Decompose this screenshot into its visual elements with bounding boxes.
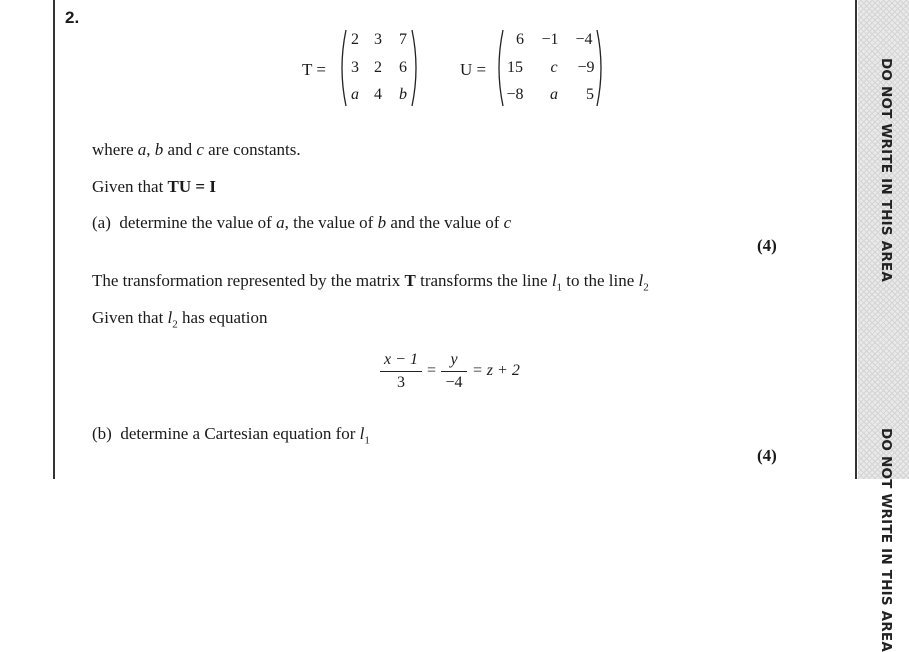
matrix-t-label: T = xyxy=(302,60,326,79)
equation-fraction-1: x − 1 3 xyxy=(380,351,422,392)
part-a-line: (a) determine the value of a, the value of b and the value of c xyxy=(92,213,512,232)
matrix-u-cell: a xyxy=(550,86,558,103)
constants-line: where a, b and c are constants. xyxy=(92,140,301,159)
matrix-t-cell: 2 xyxy=(374,59,382,76)
equation-equals: = xyxy=(427,362,437,379)
matrix-u-cell: −9 xyxy=(577,59,595,76)
matrix-t-cell: 6 xyxy=(399,59,407,76)
part-b-line: (b) determine a Cartesian equation for $l_1$ xyxy=(92,424,370,447)
equation-rhs: = z + 2 xyxy=(472,362,520,379)
right-margin-line xyxy=(855,0,857,479)
matrix-u-cell: −4 xyxy=(575,31,593,48)
matrix-t xyxy=(337,28,421,108)
equation-fraction-2: y −4 xyxy=(441,351,467,392)
matrix-t-cell: a xyxy=(351,86,359,103)
given-l2-line: Given that $l_2$ has equation xyxy=(92,308,268,331)
matrix-u-cell: c xyxy=(550,59,558,76)
margin-warning-text: DO NOT WRITE IN THIS AREA xyxy=(878,58,894,282)
matrix-u-cell: 15 xyxy=(507,59,523,76)
left-margin-line xyxy=(53,0,55,479)
matrix-u-cell: −8 xyxy=(506,86,524,103)
transform-line: The transformation represented by the matrix T transforms the line $l_1$ to the line $l_2$ xyxy=(92,271,649,294)
matrix-t-cell: 3 xyxy=(374,31,382,48)
question-number: 2. xyxy=(65,8,80,27)
matrix-t-cell: b xyxy=(399,86,407,103)
mark-part-b: (4) xyxy=(757,446,777,465)
matrix-u-label: U = xyxy=(460,60,487,79)
matrix-t-cell: 4 xyxy=(374,86,382,103)
do-not-write-margin xyxy=(858,0,909,652)
mark-part-a: (4) xyxy=(757,236,777,255)
matrix-t-cell: 3 xyxy=(351,59,359,76)
given-line: Given that TU = I xyxy=(92,177,216,196)
margin-warning-text-partial: DO NOT WRITE IN THIS AREA xyxy=(878,428,894,652)
matrix-u-cell: −1 xyxy=(541,31,559,48)
matrix-u-cell: 6 xyxy=(516,31,524,48)
matrix-t-cell: 2 xyxy=(351,31,359,48)
matrix-u-cell: 5 xyxy=(586,86,594,103)
matrix-u xyxy=(494,28,606,108)
matrix-t-cell: 7 xyxy=(399,31,407,48)
